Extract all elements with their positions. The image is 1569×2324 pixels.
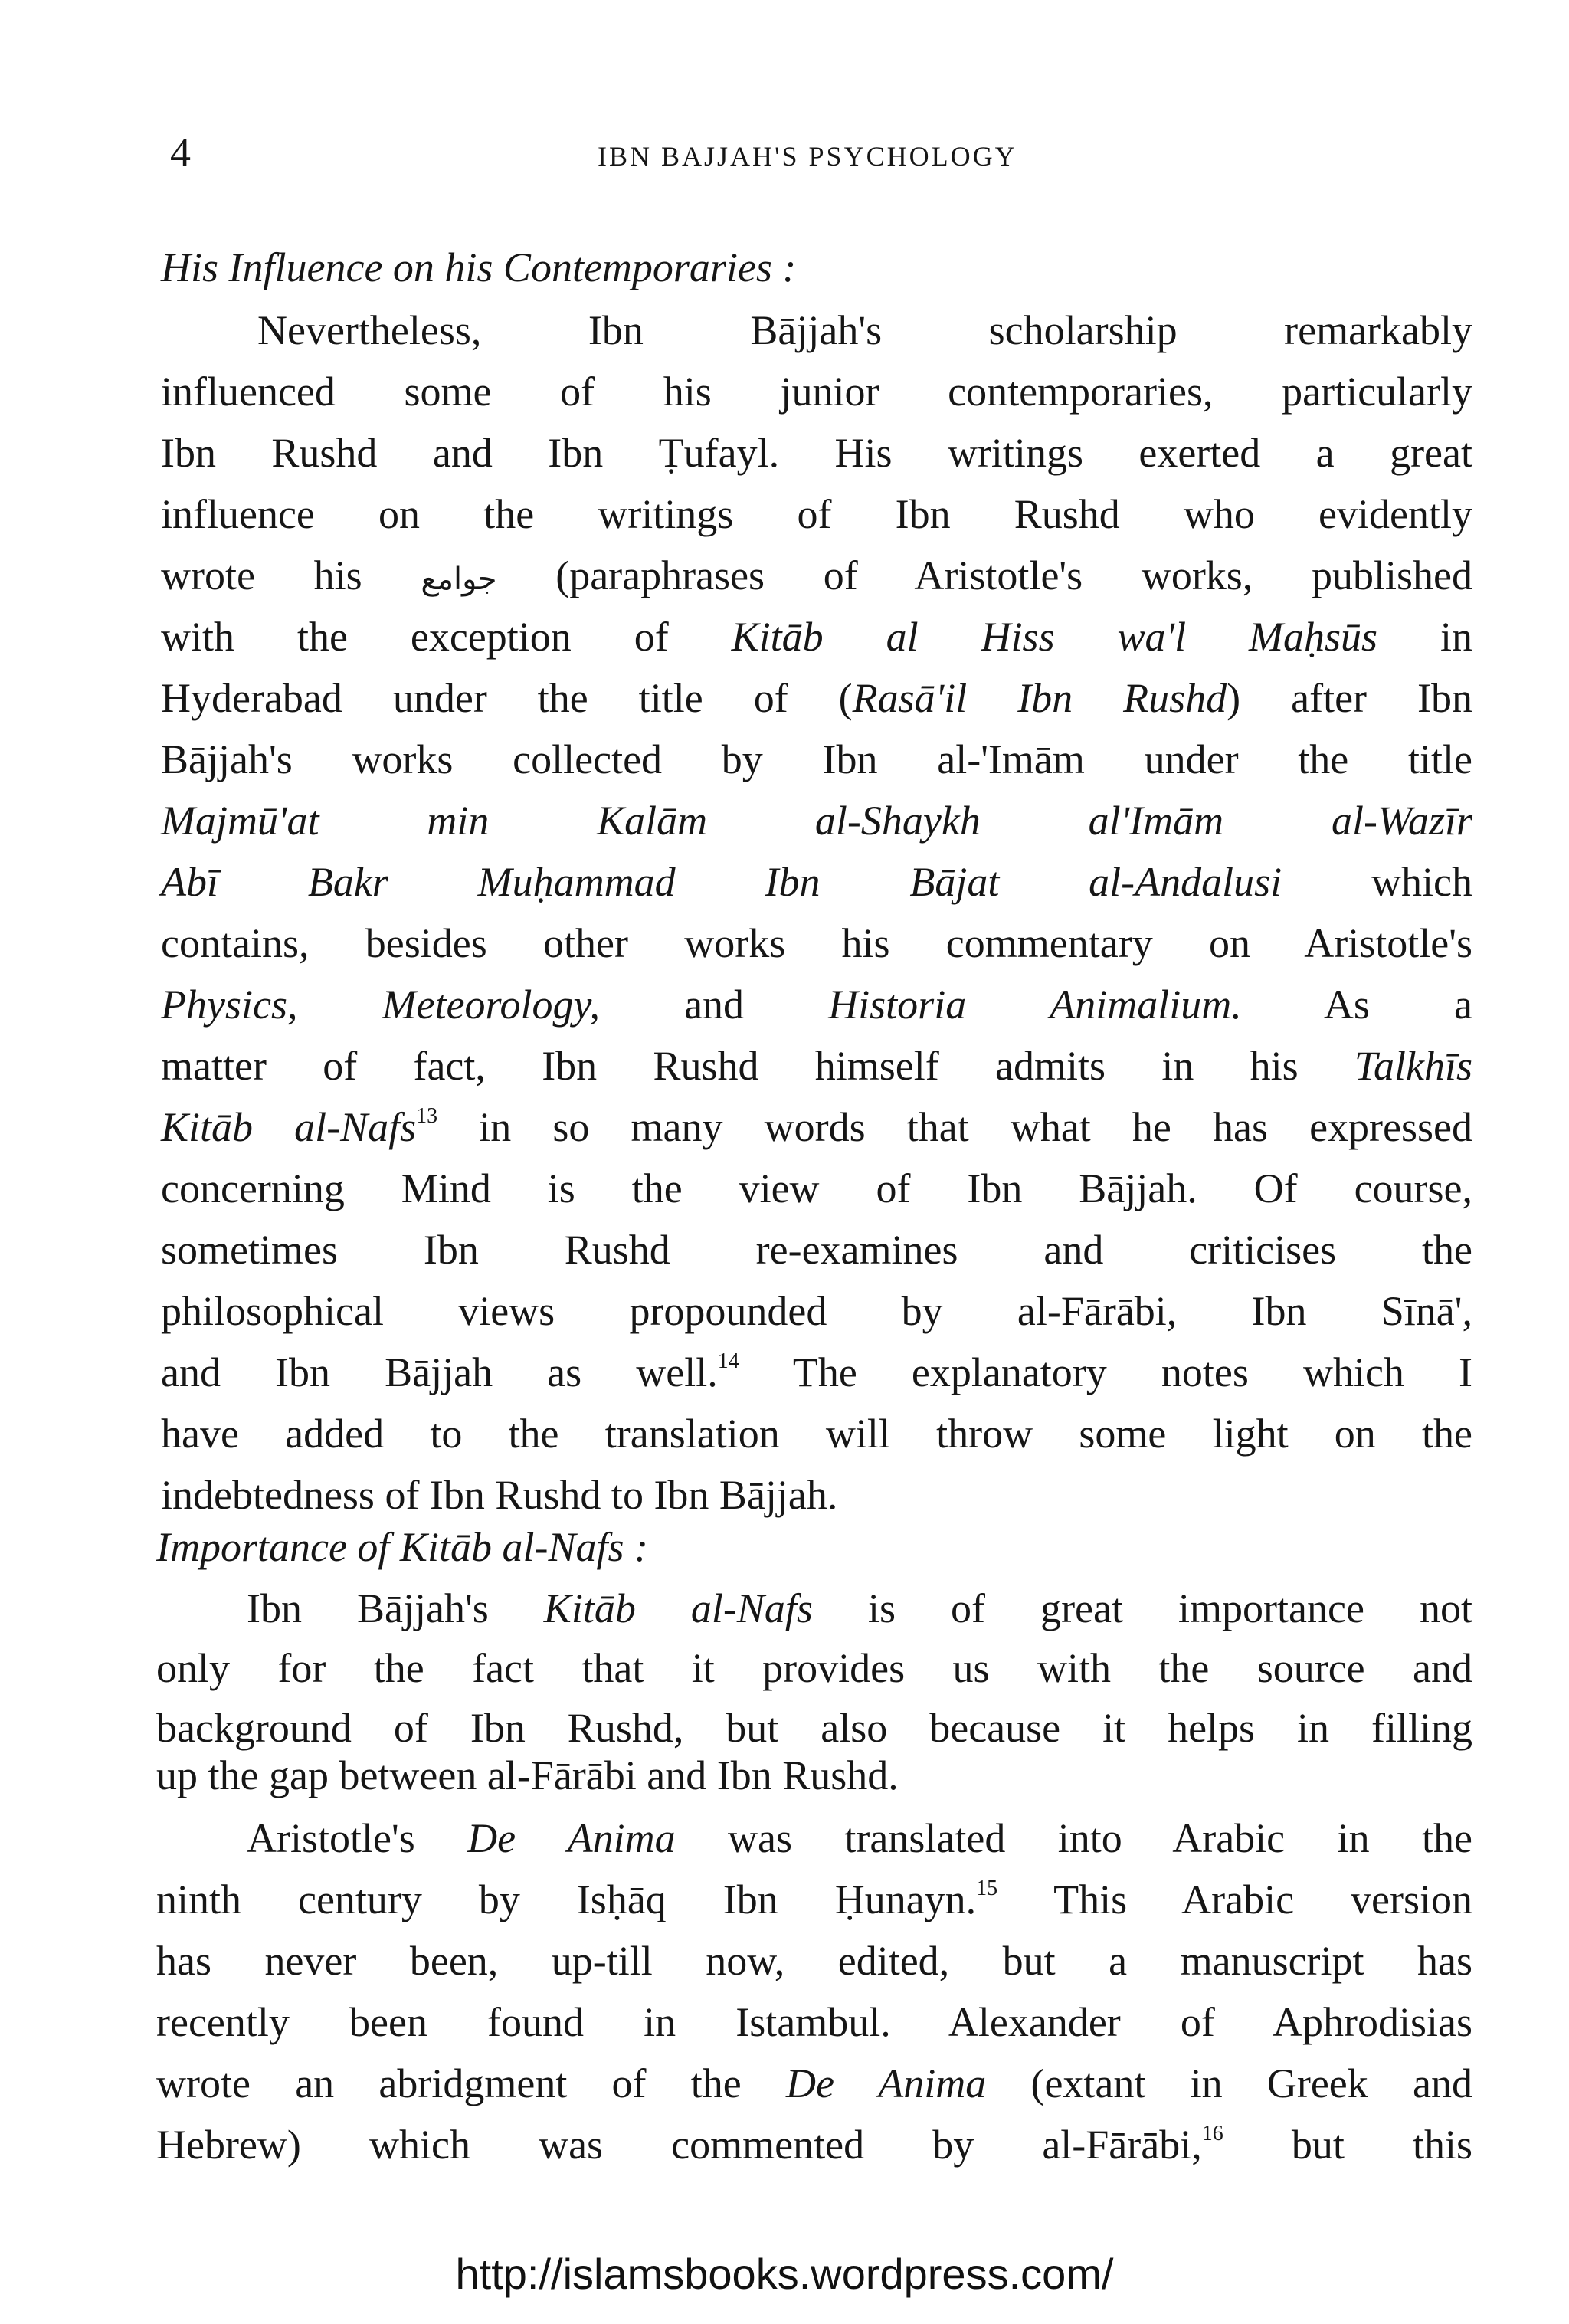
paragraph-line: sometimes Ibn Rushd re-examines and criticises the bbox=[161, 1227, 1472, 1273]
paragraph-line: Physics, Meteorology, and Historia Animalium. As a bbox=[161, 982, 1473, 1028]
footnote-ref: 13 bbox=[416, 1104, 438, 1128]
paragraph-line: influenced some of his junior contemporaries, particularly bbox=[161, 369, 1472, 415]
paragraph-line: background of Ibn Rushd, but also because it helps in filling bbox=[156, 1705, 1472, 1751]
paragraph-line: has never been, up-till now, edited, but a manuscript has bbox=[156, 1938, 1472, 1984]
paragraph-line: concerning Mind is the view of Ibn Bājjah. Of course, bbox=[161, 1165, 1472, 1211]
paragraph-line: wrote his جوامع (paraphrases of Aristotle's works, published bbox=[161, 552, 1472, 598]
paragraph-line: Hebrew) which was commented by al-Fārābi,$^{16}$ but this bbox=[156, 2122, 1472, 2168]
footnote-ref: 14 bbox=[717, 1349, 739, 1373]
paragraph-line: Bājjah's works collected by Ibn al-'Imām under the title bbox=[161, 736, 1472, 782]
footnote-ref: 16 bbox=[1201, 2122, 1223, 2145]
paragraph-line: wrote an abridgment of the De Anima (extant in Greek and bbox=[156, 2060, 1472, 2106]
source-url: http://islamsbooks.wordpress.com/ bbox=[455, 2250, 1114, 2298]
paragraph-line: influence on the writings of Ibn Rushd who evidently bbox=[161, 491, 1472, 537]
section-heading-importance: Importance of Kitāb al-Nafs : bbox=[156, 1524, 648, 1570]
paragraph-line: up the gap between al-Fārābi and Ibn Rushd. bbox=[156, 1752, 899, 1798]
paragraph-line: with the exception of Kitāb al Hiss wa'l Maḥsūs in bbox=[161, 614, 1472, 660]
paragraph-line: Kitāb al-Nafs$^{13}$ in so many words that what he has expressed bbox=[161, 1104, 1473, 1150]
running-title: IBN BAJJAH'S PSYCHOLOGY bbox=[598, 141, 1017, 172]
paragraph-line: contains, besides other works his commentary on Aristotle's bbox=[161, 920, 1472, 966]
paragraph-line: Hyderabad under the title of (Rasā'il Ibn Rushd) after Ibn bbox=[161, 675, 1472, 721]
paragraph-line: only for the fact that it provides us with the source and bbox=[156, 1645, 1472, 1691]
paragraph-line: Aristotle's De Anima was translated into Arabic in the bbox=[247, 1815, 1472, 1861]
page-number: 4 bbox=[170, 129, 191, 175]
section-heading-influence: His Influence on his Contemporaries : bbox=[161, 244, 797, 290]
paragraph-line: philosophical views propounded by al-Fārābi, Ibn Sīnā', bbox=[161, 1288, 1472, 1334]
paragraph-line: recently been found in Istambul. Alexander of Aphrodisias bbox=[156, 1999, 1472, 2045]
paragraph-line: Nevertheless, Ibn Bājjah's scholarship remarkably bbox=[257, 307, 1472, 353]
footnote-ref: 15 bbox=[976, 1877, 998, 1900]
arabic-term: جوامع bbox=[421, 562, 497, 597]
paragraph-line: and Ibn Bājjah as well.$^{14}$ The explanatory notes which I bbox=[161, 1349, 1472, 1395]
paragraph-line: Abī Bakr Muḥammad Ibn Bājat al-Andalusi which bbox=[161, 859, 1472, 905]
paragraph-line: Ibn Bājjah's Kitāb al-Nafs is of great importance not bbox=[247, 1585, 1472, 1631]
paragraph-line: have added to the translation will throw some light on the bbox=[161, 1411, 1472, 1457]
paragraph-line: indebtedness of Ibn Rushd to Ibn Bājjah. bbox=[161, 1472, 838, 1518]
paragraph-line: ninth century by Isḥāq Ibn Ḥunayn.$^{15}$ This Arabic version bbox=[156, 1877, 1472, 1922]
paragraph-line: Ibn Rushd and Ibn Ṭufayl. His writings exerted a great bbox=[161, 430, 1472, 476]
paragraph-line: Majmū'at min Kalām al-Shaykh al'Imām al-Wazīr bbox=[161, 798, 1472, 844]
paragraph-line: matter of fact, Ibn Rushd himself admits in his Talkhīs bbox=[161, 1043, 1472, 1089]
